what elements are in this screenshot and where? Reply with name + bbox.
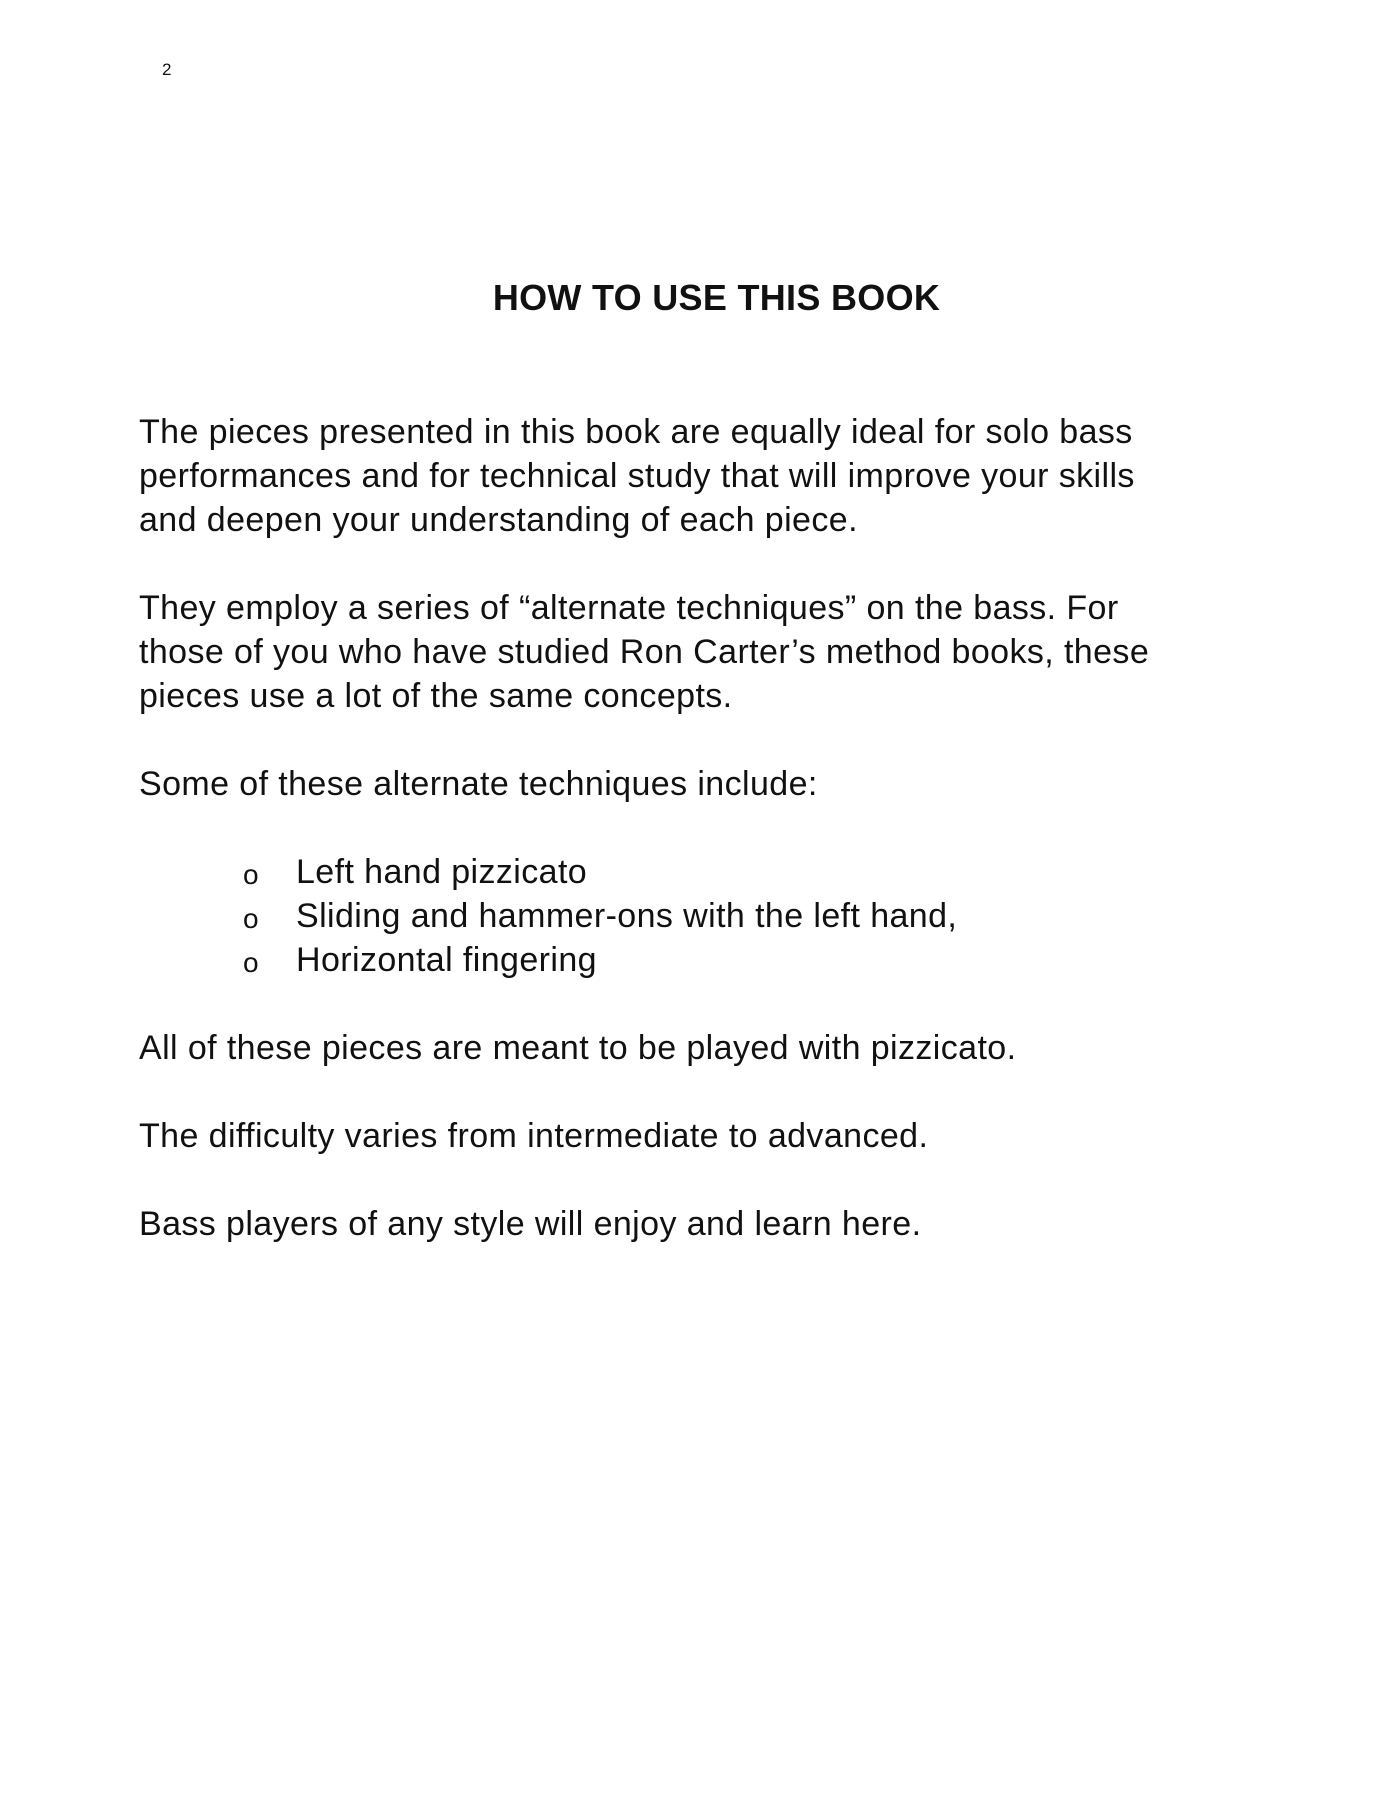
text-line: They employ a series of “alternate techniques” on the bass. For (139, 589, 1119, 627)
text-line: and deepen your understanding of each piece. (139, 501, 858, 539)
body-text (139, 410, 1319, 1290)
bullet-marker: o (243, 903, 259, 934)
list-item (139, 938, 1319, 982)
intro-paragraph (139, 410, 1319, 542)
list-item-text: Sliding and hammer-ons with the left hand, (296, 897, 958, 935)
list-item (139, 894, 1319, 938)
techniques-list (139, 850, 1319, 982)
techniques-paragraph (139, 586, 1319, 718)
page-title: HOW TO USE THIS BOOK (492, 277, 941, 318)
list-item (139, 850, 1319, 894)
text-line: performances and for technical study that will improve your skills (139, 457, 1135, 495)
include-lead-paragraph: Some of these alternate techniques include: (139, 765, 818, 803)
list-item-text: Left hand pizzicato (296, 853, 588, 891)
audience-paragraph: Bass players of any style will enjoy and learn here. (139, 1205, 922, 1243)
bullet-marker: o (243, 947, 259, 978)
text-line: pieces use a lot of the same concepts. (139, 677, 733, 715)
list-item-text: Horizontal fingering (296, 941, 597, 979)
text-line: those of you who have studied Ron Carter’s method books, these (139, 633, 1150, 671)
bullet-marker: o (243, 859, 259, 890)
difficulty-paragraph: The difficulty varies from intermediate to advanced. (139, 1117, 929, 1155)
pizzicato-paragraph: All of these pieces are meant to be played with pizzicato. (139, 1029, 1017, 1067)
page-number: 2 (162, 60, 172, 79)
text-line: The pieces presented in this book are equally ideal for solo bass (139, 413, 1133, 451)
